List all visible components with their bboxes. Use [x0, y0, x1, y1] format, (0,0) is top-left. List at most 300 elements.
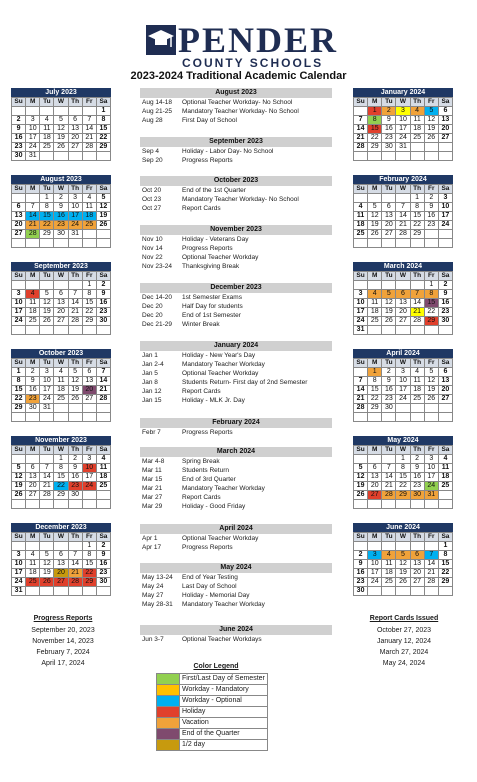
calendar-empty-cell — [438, 152, 452, 161]
calendar-empty-cell — [12, 326, 26, 335]
calendar-empty-cell — [382, 413, 396, 422]
calendar-day: 3 — [396, 107, 410, 116]
calendar-day: 23 — [12, 143, 26, 152]
event-row — [140, 502, 332, 511]
weekday-header: M — [26, 98, 40, 107]
calendar-day: 4 — [26, 551, 40, 560]
calendar-day: 10 — [40, 377, 54, 386]
calendar-day: 29 — [82, 317, 96, 326]
event-text: Progress Reports — [182, 245, 233, 252]
calendar-day: 15 — [82, 299, 96, 308]
calendar-day: 29 — [424, 317, 438, 326]
calendar-day: 4 — [54, 368, 68, 377]
event-date: Jun 3-7 — [142, 636, 164, 643]
calendar-day: 25 — [82, 221, 96, 230]
weekday-header: Tu — [382, 533, 396, 542]
event-date: May 27 — [142, 592, 164, 599]
calendar-day: 10 — [438, 203, 452, 212]
calendar-day: 27 — [438, 134, 452, 143]
calendar-empty-cell — [54, 587, 68, 596]
calendar-day: 19 — [40, 569, 54, 578]
month-name: July 2023 — [11, 88, 111, 97]
calendar-day: 3 — [396, 368, 410, 377]
calendar-day: 30 — [54, 230, 68, 239]
calendar-empty-cell — [438, 587, 452, 596]
calendar-empty-cell — [82, 491, 96, 500]
calendar-day: 22 — [368, 134, 382, 143]
calendar-day: 16 — [382, 386, 396, 395]
weekday-header: Su — [354, 359, 368, 368]
weekday-header: Tu — [40, 533, 54, 542]
calendar-day: 28 — [396, 230, 410, 239]
calendar-day: 27 — [12, 230, 26, 239]
calendar-empty-cell — [438, 500, 452, 509]
calendar-day: 18 — [438, 473, 452, 482]
calendar-day: 16 — [424, 212, 438, 221]
calendar-day: 17 — [12, 308, 26, 317]
calendar-day: 8 — [82, 290, 96, 299]
month-name: April 2024 — [353, 349, 453, 358]
calendar-empty-cell — [410, 542, 424, 551]
calendar-day: 27 — [410, 578, 424, 587]
event-text: Progress Reports — [182, 429, 233, 436]
calendar-day: 9 — [382, 377, 396, 386]
event-text: Optional Teacher Workdays — [182, 636, 262, 643]
weekday-header: Sa — [96, 446, 110, 455]
calendar-empty-cell — [12, 194, 26, 203]
event-date: Sep 20 — [142, 157, 163, 164]
month-events-heading: May 2024 — [140, 563, 332, 573]
event-row — [140, 369, 332, 378]
calendar-day: 3 — [368, 551, 382, 560]
calendar-day: 25 — [26, 317, 40, 326]
calendar-day: 25 — [382, 578, 396, 587]
calendar-day: 30 — [382, 143, 396, 152]
calendar-empty-cell — [40, 455, 54, 464]
calendar-day: 15 — [424, 299, 438, 308]
calendar-day: 23 — [424, 221, 438, 230]
calendar-empty-cell — [96, 230, 110, 239]
calendar-day: 20 — [68, 134, 82, 143]
calendar-day: 20 — [54, 308, 68, 317]
calendar-empty-cell — [54, 107, 68, 116]
calendar-day: 13 — [438, 116, 452, 125]
event-date: Dec 14-20 — [142, 294, 172, 301]
calendar-day: 24 — [82, 482, 96, 491]
weekday-header: W — [54, 533, 68, 542]
calendar-day: 12 — [54, 125, 68, 134]
calendar-empty-cell — [438, 143, 452, 152]
calendar-empty-cell — [96, 500, 110, 509]
calendar-day: 1 — [396, 455, 410, 464]
calendar-day: 12 — [40, 299, 54, 308]
weekday-header: Th — [68, 98, 82, 107]
calendar-day: 19 — [96, 212, 110, 221]
weekday-header: Fr — [82, 185, 96, 194]
calendar-day: 17 — [26, 134, 40, 143]
calendar-empty-cell — [424, 326, 438, 335]
event-row — [140, 360, 332, 369]
calendar-day: 4 — [410, 368, 424, 377]
calendar-empty-cell — [82, 107, 96, 116]
event-date: Mar 27 — [142, 494, 163, 501]
calendar-empty-cell — [410, 281, 424, 290]
calendar-day: 2 — [68, 455, 82, 464]
calendar-day: 21 — [68, 308, 82, 317]
weekday-header: Th — [410, 533, 424, 542]
calendar-empty-cell — [438, 326, 452, 335]
report-cards-heading: Report Cards Issued — [369, 615, 439, 622]
calendar-day: 24 — [26, 143, 40, 152]
event-row — [140, 320, 332, 329]
calendar-day: 28 — [68, 317, 82, 326]
weekday-header: Fr — [424, 98, 438, 107]
event-row — [140, 186, 332, 195]
weekday-header: Sa — [96, 533, 110, 542]
calendar-day: 20 — [438, 125, 452, 134]
event-text: Holiday - Labor Day- No School — [182, 148, 274, 155]
calendar-empty-cell — [96, 326, 110, 335]
legend-row — [157, 718, 268, 729]
calendar-empty-cell — [40, 587, 54, 596]
weekday-header: Tu — [382, 359, 396, 368]
legend-swatch — [157, 696, 180, 707]
calendar-day: 10 — [12, 299, 26, 308]
event-row — [140, 484, 332, 493]
calendar-empty-cell — [96, 413, 110, 422]
weekday-header: Fr — [82, 272, 96, 281]
event-date: Dec 20 — [142, 312, 163, 319]
calendar-day: 1 — [368, 107, 382, 116]
calendar-day: 30 — [12, 152, 26, 161]
event-row — [140, 534, 332, 543]
calendar-day: 18 — [96, 473, 110, 482]
calendar-day: 4 — [382, 551, 396, 560]
weekday-header: W — [396, 359, 410, 368]
report-card-date: January 12, 2024 — [376, 638, 432, 645]
calendar-day: 2 — [354, 551, 368, 560]
weekday-header: Th — [410, 98, 424, 107]
weekday-header: W — [54, 272, 68, 281]
calendar-empty-cell — [424, 542, 438, 551]
event-row — [140, 147, 332, 156]
calendar-day: 20 — [54, 569, 68, 578]
calendar-day: 16 — [96, 299, 110, 308]
calendar-day: 24 — [12, 317, 26, 326]
calendar-empty-cell — [12, 455, 26, 464]
calendar-day: 5 — [354, 464, 368, 473]
month-events-heading: November 2023 — [140, 225, 332, 235]
progress-report-date: February 7, 2024 — [36, 649, 90, 656]
calendar-day: 8 — [82, 551, 96, 560]
event-text: Mandatory Teacher Workday- No School — [182, 196, 299, 203]
calendar-day: 9 — [12, 125, 26, 134]
calendar-empty-cell — [12, 500, 26, 509]
calendar-day: 22 — [82, 308, 96, 317]
weekday-header: Sa — [96, 185, 110, 194]
calendar-empty-cell — [424, 500, 438, 509]
calendar-day: 23 — [382, 395, 396, 404]
calendar-empty-cell — [54, 239, 68, 248]
calendar-empty-cell — [438, 491, 452, 500]
calendar-day: 13 — [82, 377, 96, 386]
calendar-empty-cell — [396, 194, 410, 203]
calendar-empty-cell — [382, 500, 396, 509]
month-name: October 2023 — [11, 349, 111, 358]
month-calendar — [353, 175, 453, 248]
weekday-header: M — [368, 446, 382, 455]
calendar-day: 10 — [396, 377, 410, 386]
calendar-day: 2 — [54, 194, 68, 203]
calendar-day: 12 — [368, 212, 382, 221]
calendar-day: 3 — [40, 368, 54, 377]
event-row — [140, 107, 332, 116]
calendar-day: 21 — [354, 395, 368, 404]
calendar-day: 7 — [396, 203, 410, 212]
legend-label: 1/2 day — [180, 740, 268, 751]
event-date: Aug 28 — [142, 117, 163, 124]
weekday-header: M — [26, 533, 40, 542]
weekday-header: Fr — [82, 359, 96, 368]
legend-row — [157, 707, 268, 718]
calendar-day: 3 — [26, 116, 40, 125]
calendar-empty-cell — [12, 542, 26, 551]
month-name: December 2023 — [11, 523, 111, 532]
calendar-day: 7 — [382, 464, 396, 473]
event-row — [140, 378, 332, 387]
month-calendar — [11, 262, 111, 335]
calendar-day: 2 — [424, 194, 438, 203]
calendar-day: 23 — [26, 395, 40, 404]
event-date: Jan 15 — [142, 397, 162, 404]
progress-report-date: September 20, 2023 — [31, 627, 95, 634]
calendar-day: 18 — [368, 308, 382, 317]
weekday-header: W — [54, 359, 68, 368]
calendar-empty-cell — [354, 281, 368, 290]
calendar-day: 9 — [96, 551, 110, 560]
calendar-empty-cell — [96, 152, 110, 161]
calendar-day: 28 — [82, 143, 96, 152]
weekday-header: Su — [354, 533, 368, 542]
event-text: 1st Semester Exams — [182, 294, 242, 301]
event-date: Dec 21-29 — [142, 321, 172, 328]
calendar-day: 12 — [96, 203, 110, 212]
calendar-empty-cell — [424, 404, 438, 413]
weekday-header: Tu — [40, 446, 54, 455]
calendar-empty-cell — [354, 455, 368, 464]
legend-swatch — [157, 685, 180, 696]
calendar-day: 22 — [40, 221, 54, 230]
month-name: May 2024 — [353, 436, 453, 445]
calendar-empty-cell — [82, 587, 96, 596]
event-date: Mar 15 — [142, 476, 163, 483]
calendar-empty-cell — [438, 239, 452, 248]
calendar-empty-cell — [26, 326, 40, 335]
event-row — [140, 600, 332, 609]
calendar-day: 26 — [40, 578, 54, 587]
district-logo — [0, 22, 477, 68]
calendar-day: 15 — [40, 212, 54, 221]
calendar-day: 5 — [424, 107, 438, 116]
event-row — [140, 387, 332, 396]
month-calendar — [353, 349, 453, 422]
calendar-day: 7 — [26, 203, 40, 212]
event-row — [140, 573, 332, 582]
calendar-empty-cell — [54, 152, 68, 161]
calendar-day: 2 — [96, 542, 110, 551]
calendar-empty-cell — [12, 239, 26, 248]
event-date: Nov 23-24 — [142, 263, 172, 270]
calendar-day: 25 — [354, 230, 368, 239]
calendar-empty-cell — [68, 413, 82, 422]
calendar-empty-cell — [82, 239, 96, 248]
calendar-day: 3 — [12, 290, 26, 299]
event-text: Optional Teacher Workday — [182, 535, 259, 542]
weekday-header: Tu — [40, 185, 54, 194]
calendar-day: 13 — [54, 560, 68, 569]
calendar-day: 12 — [40, 560, 54, 569]
month-calendar — [353, 88, 453, 161]
progress-report-date: November 14, 2023 — [32, 638, 94, 645]
calendar-day: 25 — [96, 482, 110, 491]
weekday-header: Sa — [438, 272, 452, 281]
calendar-day: 14 — [410, 299, 424, 308]
calendar-day: 3 — [438, 194, 452, 203]
legend-label: First/Last Day of Semester — [180, 674, 268, 685]
calendar-empty-cell — [40, 107, 54, 116]
calendar-day: 28 — [40, 491, 54, 500]
calendar-empty-cell — [396, 587, 410, 596]
event-text: Students Return — [182, 467, 229, 474]
month-events-heading: December 2023 — [140, 283, 332, 293]
calendar-empty-cell — [26, 107, 40, 116]
calendar-day: 18 — [82, 212, 96, 221]
calendar-day: 30 — [410, 491, 424, 500]
month-events — [140, 176, 332, 213]
calendar-empty-cell — [368, 455, 382, 464]
legend-swatch — [157, 674, 180, 685]
weekday-header: Su — [354, 98, 368, 107]
calendar-day: 15 — [396, 473, 410, 482]
month-events — [140, 137, 332, 165]
calendar-day: 24 — [68, 221, 82, 230]
calendar-day: 20 — [438, 386, 452, 395]
event-text: End of Year Testing — [182, 574, 238, 581]
calendar-day: 11 — [26, 299, 40, 308]
calendar-day: 10 — [26, 125, 40, 134]
weekday-header: Su — [12, 272, 26, 281]
calendar-empty-cell — [382, 239, 396, 248]
calendar-empty-cell — [354, 500, 368, 509]
calendar-day: 19 — [68, 386, 82, 395]
calendar-empty-cell — [382, 587, 396, 596]
month-calendar — [353, 262, 453, 335]
legend-swatch — [157, 740, 180, 751]
calendar-day: 13 — [368, 473, 382, 482]
calendar-day: 18 — [354, 221, 368, 230]
calendar-day: 26 — [396, 578, 410, 587]
event-row — [140, 156, 332, 165]
calendar-day: 25 — [40, 143, 54, 152]
calendar-empty-cell — [424, 413, 438, 422]
calendar-empty-cell — [354, 152, 368, 161]
legend-row — [157, 696, 268, 707]
month-name: March 2024 — [353, 262, 453, 271]
calendar-empty-cell — [368, 500, 382, 509]
calendar-day: 22 — [96, 134, 110, 143]
calendar-day: 30 — [96, 317, 110, 326]
calendar-day: 1 — [82, 542, 96, 551]
calendar-day: 13 — [410, 560, 424, 569]
calendar-day: 8 — [96, 116, 110, 125]
calendar-day: 17 — [396, 386, 410, 395]
calendar-day: 9 — [96, 290, 110, 299]
calendar-day: 11 — [96, 464, 110, 473]
calendar-day: 24 — [12, 578, 26, 587]
calendar-empty-cell — [82, 500, 96, 509]
event-row — [140, 116, 332, 125]
weekday-header: Tu — [40, 98, 54, 107]
calendar-day: 3 — [12, 551, 26, 560]
calendar-day: 1 — [12, 368, 26, 377]
calendar-empty-cell — [26, 413, 40, 422]
calendar-day: 8 — [368, 116, 382, 125]
calendar-empty-cell — [354, 239, 368, 248]
calendar-day: 30 — [26, 404, 40, 413]
weekday-header: Th — [68, 533, 82, 542]
event-row — [140, 635, 332, 644]
calendar-day: 1 — [54, 455, 68, 464]
calendar-day: 25 — [368, 317, 382, 326]
calendar-empty-cell — [54, 281, 68, 290]
calendar-day: 23 — [410, 482, 424, 491]
calendar-day: 22 — [368, 395, 382, 404]
calendar-day: 20 — [12, 221, 26, 230]
event-text: Optional Teacher Workday- No School — [182, 99, 293, 106]
calendar-day: 31 — [40, 404, 54, 413]
month-events — [140, 225, 332, 271]
calendar-day: 24 — [424, 482, 438, 491]
calendar-day: 14 — [40, 473, 54, 482]
calendar-day: 21 — [382, 482, 396, 491]
calendar-day: 14 — [354, 125, 368, 134]
month-events — [140, 88, 332, 125]
month-events-heading: January 2024 — [140, 341, 332, 351]
calendar-day: 19 — [368, 221, 382, 230]
calendar-day: 30 — [68, 491, 82, 500]
weekday-header: M — [368, 185, 382, 194]
calendar-empty-cell — [54, 413, 68, 422]
calendar-day: 26 — [96, 221, 110, 230]
calendar-day: 6 — [396, 290, 410, 299]
calendar-day: 23 — [96, 308, 110, 317]
calendar-empty-cell — [368, 326, 382, 335]
calendar-title: 2023-2024 Traditional Academic Calendar — [130, 70, 347, 82]
calendar-empty-cell — [82, 152, 96, 161]
calendar-day: 15 — [368, 125, 382, 134]
calendar-empty-cell — [96, 404, 110, 413]
calendar-day: 5 — [12, 464, 26, 473]
calendar-day: 19 — [54, 134, 68, 143]
calendar-day: 12 — [68, 377, 82, 386]
calendar-empty-cell — [354, 542, 368, 551]
calendar-day: 11 — [410, 377, 424, 386]
calendar-day: 19 — [424, 386, 438, 395]
calendar-day: 14 — [68, 560, 82, 569]
weekday-header: Sa — [438, 446, 452, 455]
weekday-header: Th — [410, 185, 424, 194]
calendar-day: 19 — [12, 482, 26, 491]
